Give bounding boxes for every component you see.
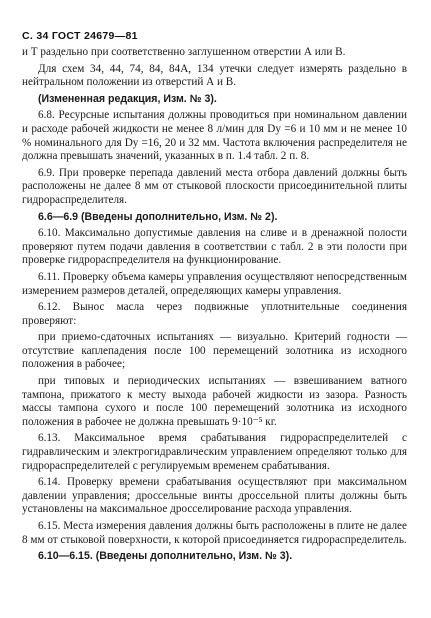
page-header: С. 34 ГОСТ 24679—81	[22, 30, 138, 42]
paragraph: Для схем 34, 44, 74, 84, 84А, 134 утечки следует измерять раздельно в нейтральном положении из отверстий А и В.	[22, 62, 407, 89]
paragraph: при типовых и периодических испытаниях — взвешиванием ватного тампона, прижатого к месту выхода рабочей жидкости из зазора. Разность массы тампона сухого и после 100 перемещений золотника из исходного положения в рабочее не должна превышать 9·10⁻⁵ кг.	[22, 375, 407, 428]
paragraph: 6.11. Проверку объема камеры управления осуществляют непосредственным измерением размеров деталей, определяющих камеры управления.	[22, 270, 407, 297]
paragraph: 6.10. Максимально допустимые давления на сливе и в дренажной полости проверяют путем подачи давления в соответствии с табл. 2 в эти полости при проверке гидрораспределителя на функционирование.	[22, 227, 407, 267]
paragraph: 6.13. Максимальное время срабатывания гидрораспределителей с гидравлическим и электрогидравлическим управлением определяют только для гидрораспределителей с регулируемым временем срабатывания.	[22, 432, 407, 472]
paragraph: 6.14. Проверку времени срабатывания осуществляют при максимальном давлении управления; дроссельные винты дроссельной плиты должны быть установлены на максимальное дросселирование расхода управления.	[22, 476, 407, 516]
paragraph: 6.12. Вынос масла через подвижные уплотнительные соединения проверяют:	[22, 301, 407, 327]
amendment-note: (Измененная редакция, Изм. № 3).	[38, 92, 217, 105]
paragraph: 6.8. Ресурсные испытания должны проводиться при номинальном давлении и расходе рабочей жидкости не менее 8 л/мин для Dy =6 и 10 мм и не менее 10 % номинального для Dy =16, 20 и 32 мм. Частота включения распределителя не должна превышать значений, указанных в п. 1.4 табл. 2 п. 8.	[22, 109, 407, 163]
paragraph: 6.15. Места измерения давления должны быть расположены в плите не далее 8 мм от стыковой поверхности, к которой присоединяется гидрораспределитель.	[22, 520, 407, 546]
paragraph: и Т раздельно при соответственно заглушенном отверстии А или В.	[22, 46, 346, 58]
amendment-note: 6.10—6.15. (Введены дополнительно, Изм. № 3).	[38, 550, 293, 563]
document-body	[22, 46, 407, 564]
paragraph: при приемо-сдаточных испытаниях — визуально. Критерий годности — отсутствие каплепадения после 100 перемещений золотника из исходного положения в рабочее;	[22, 331, 407, 371]
paragraph: 6.9. При проверке перепада давлений места отбора давлений должны быть расположены не далее 8 мм от стыковой плоскости присоединительной плиты гидрораспределителя.	[22, 166, 407, 206]
amendment-note: 6.6—6.9 (Введены дополнительно, Изм. № 2).	[38, 210, 278, 223]
